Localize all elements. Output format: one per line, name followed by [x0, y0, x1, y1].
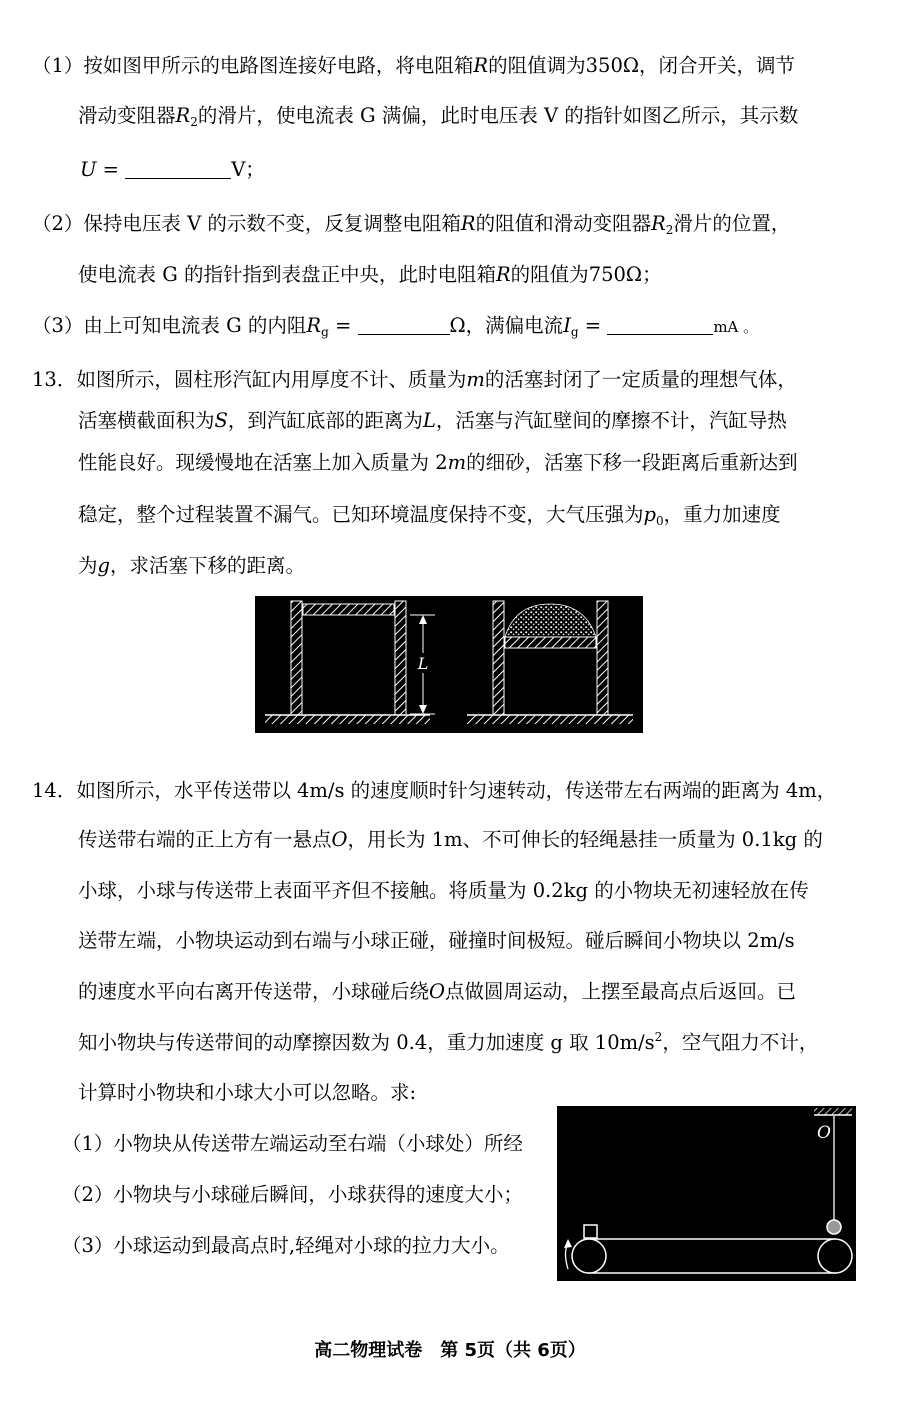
- q14-line2: 传送带右端的正上方有一悬点O，用长为 1m、不可伸长的轻绳悬挂一质量为 0.1kg 的: [78, 828, 823, 851]
- answer-blank-resistance[interactable]: [358, 314, 450, 335]
- block: [584, 1225, 597, 1238]
- q12-part2-line2: 使电流表 G 的指针指到表盘正中央，此时电阻箱R的阻值为750Ω；: [78, 263, 662, 286]
- q12-part1-line3: U = V；: [80, 158, 265, 181]
- q14-sub2: （2）小物块与小球碰后瞬间，小球获得的速度大小；: [62, 1183, 523, 1206]
- q12-part3: （3）由上可知电流表 G 的内阻$R_g = \Omega$，满偏电流$I_g$ = mA 。: [32, 314, 759, 339]
- q12-part1-line2: 滑动变阻器$R_2$的滑片，使电流表 G 满偏，此时电压表 V 的指针如图乙所示，其示数: [78, 104, 799, 129]
- ball: [827, 1220, 841, 1234]
- q14-line4: 送带左端，小物块运动到右端与小球正碰，碰撞时间极短。碰后瞬间小物块以 2m/s: [78, 929, 795, 952]
- q13-line4: 稳定，整个过程装置不漏气。已知环境温度保持不变，大气压强为$p_0$，重力加速度: [78, 503, 781, 528]
- q13-line1: 13．如图所示，圆柱形汽缸内用厚度不计、质量为m的活塞封闭了一定质量的理想气体，: [32, 368, 797, 391]
- q14-sub3: （3）小球运动到最高点时,轻绳对小球的拉力大小。: [62, 1234, 510, 1257]
- q14-line1: 14．如图所示，水平传送带以 4m/s 的速度顺时针匀速转动，传送带左右两端的距离为 4m，: [32, 779, 837, 802]
- left-pulley: [572, 1239, 606, 1273]
- q14-line6: 知小物块与传送带间的动摩擦因数为 0.4，重力加速度 g 取 $10m/s^2$，空气阻力不计，: [78, 1030, 819, 1054]
- q14-line7: 计算时小物块和小球大小可以忽略。求:: [78, 1081, 417, 1104]
- q12-part2-line1: （2）保持电压表 V 的示数不变，反复调整电阻箱R的阻值和滑动变阻器$R_2$滑片的位置，: [32, 212, 791, 237]
- q14-line5: 的速度水平向右离开传送带，小球碰后绕O点做圆周运动，上摆至最高点后返回。已: [78, 980, 797, 1003]
- page-footer: 高二物理试卷 第 5页（共 6页）: [314, 1340, 586, 1361]
- pivot-label-O: O: [817, 1123, 831, 1143]
- cylinder-figure: [255, 596, 643, 733]
- conveyor-diagram: [557, 1106, 856, 1281]
- q13-line5: 为g，求活塞下移的距离。: [78, 554, 306, 577]
- rotation-arrow-icon: [564, 1239, 572, 1248]
- q12-part1-line1: （1）按如图甲所示的电路图连接好电路，将电阻箱R的阻值调为350Ω，闭合开关，调节: [32, 54, 796, 77]
- length-label-L: L: [417, 654, 429, 673]
- cylinder-diagram: [255, 596, 643, 733]
- q14-line3: 小球，小球与传送带上表面平齐但不接触。将质量为 0.2kg 的小物块无初速轻放在传: [78, 879, 809, 902]
- sand-pile: [505, 604, 596, 637]
- right-pulley: [818, 1239, 852, 1273]
- conveyor-figure: [557, 1106, 856, 1281]
- q14-sub1: （1）小物块从传送带左端运动至右端（小球处）所经: [62, 1132, 523, 1155]
- answer-blank-current[interactable]: [607, 314, 713, 335]
- answer-blank-voltage[interactable]: [125, 158, 231, 179]
- q13-line3: 性能良好。现缓慢地在活塞上加入质量为 2m的细砂，活塞下移一段距离后重新达到: [78, 451, 798, 474]
- q13-line2: 活塞横截面积为S，到汽缸底部的距离为L，活塞与汽缸壁间的摩擦不计，汽缸导热: [78, 409, 787, 432]
